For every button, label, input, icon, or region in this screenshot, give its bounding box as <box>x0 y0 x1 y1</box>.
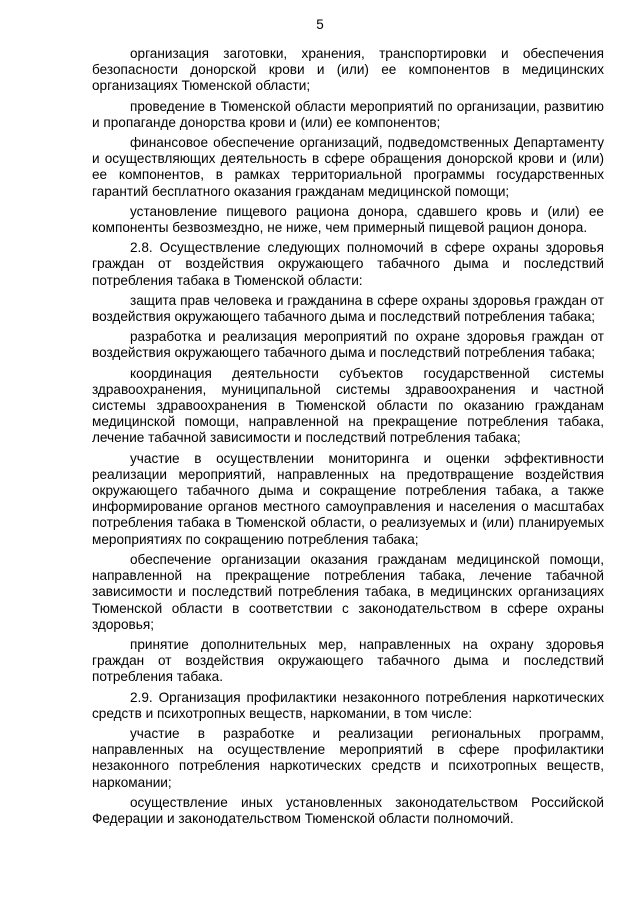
paragraph: осуществление иных установленных законодательством Российской Федерации и законодательством Тюменской области полномочий. <box>92 794 604 826</box>
paragraph: участие в осуществлении мониторинга и оценки эффективности реализации мероприятий, направленных на предотвращение воздействия окружающего табачного дыма и сокращение потребления табака, а также информирование органов местного самоуправления и населения о масштабах потребления табака в Тюменской области, о реализуемых и (или) планируемых мероприятиях по сокращению потребления табака; <box>92 450 604 547</box>
paragraph: организация заготовки, хранения, транспортировки и обеспечения безопасности донорской крови и (или) ее компонентов в медицинских организациях Тюменской области; <box>92 46 604 94</box>
paragraph: проведение в Тюменской области мероприятий по организации, развитию и пропаганде донорства крови и (или) ее компонентов; <box>92 98 604 130</box>
paragraph: участие в разработке и реализации региональных программ, направленных на осуществление мероприятий в сфере профилактики незаконного потребления наркотических средств и психотропных веществ, наркомании; <box>92 725 604 790</box>
paragraph: установление пищевого рациона донора, сдавшего кровь и (или) ее компоненты безвозмездно, не ниже, чем примерный пищевой рацион донора. <box>92 203 604 236</box>
paragraph: обеспечение организации оказания гражданам медицинской помощи, направленной на прекращение потребления табака, лечение табачной зависимости и последствий потребления табака, в медицинских организациях Тюменской области в соответствии с законодательством в сфере охраны здоровья; <box>92 551 604 632</box>
paragraph: принятие дополнительных мер, направленных на охрану здоровья граждан от воздействия окружающего табачного дыма и последствий потребления табака. <box>92 636 604 685</box>
document-body <box>92 46 604 831</box>
page-number: 5 <box>316 17 324 32</box>
paragraph: финансовое обеспечение организаций, подведомственных Департаменту и осуществляющих деятельность в сфере обращения донорской крови и (или) ее компонентов, в рамках территориальной программы государственных гарантий бесплатного оказания гражданам медицинской помощи; <box>92 135 604 199</box>
paragraph: координация деятельности субъектов государственной системы здравоохранения, муниципальной системы здравоохранения и частной системы здравоохранения в Тюменской области по оказанию гражданам медицинской помощи, направленной на прекращение потребления табака, лечение табачной зависимости и последствий потребления табака; <box>92 365 604 446</box>
paragraph: защита прав человека и гражданина в сфере охраны здоровья граждан от воздействия окружающего табачного дыма и последствий потребления табака; <box>92 292 604 325</box>
paragraph: разработка и реализация мероприятий по охране здоровья граждан от воздействия окружающего табачного дыма и последствий потребления табака; <box>92 329 604 361</box>
section-2-8-heading: 2.8. Осуществление следующих полномочий в сфере охраны здоровья граждан от воздействия окружающего табачного дыма и последствий потребления табака в Тюменской области: <box>92 240 604 288</box>
section-2-9-heading: 2.9. Организация профилактики незаконного потребления наркотических средств и психотропных веществ, наркомании, в том числе: <box>92 689 604 721</box>
